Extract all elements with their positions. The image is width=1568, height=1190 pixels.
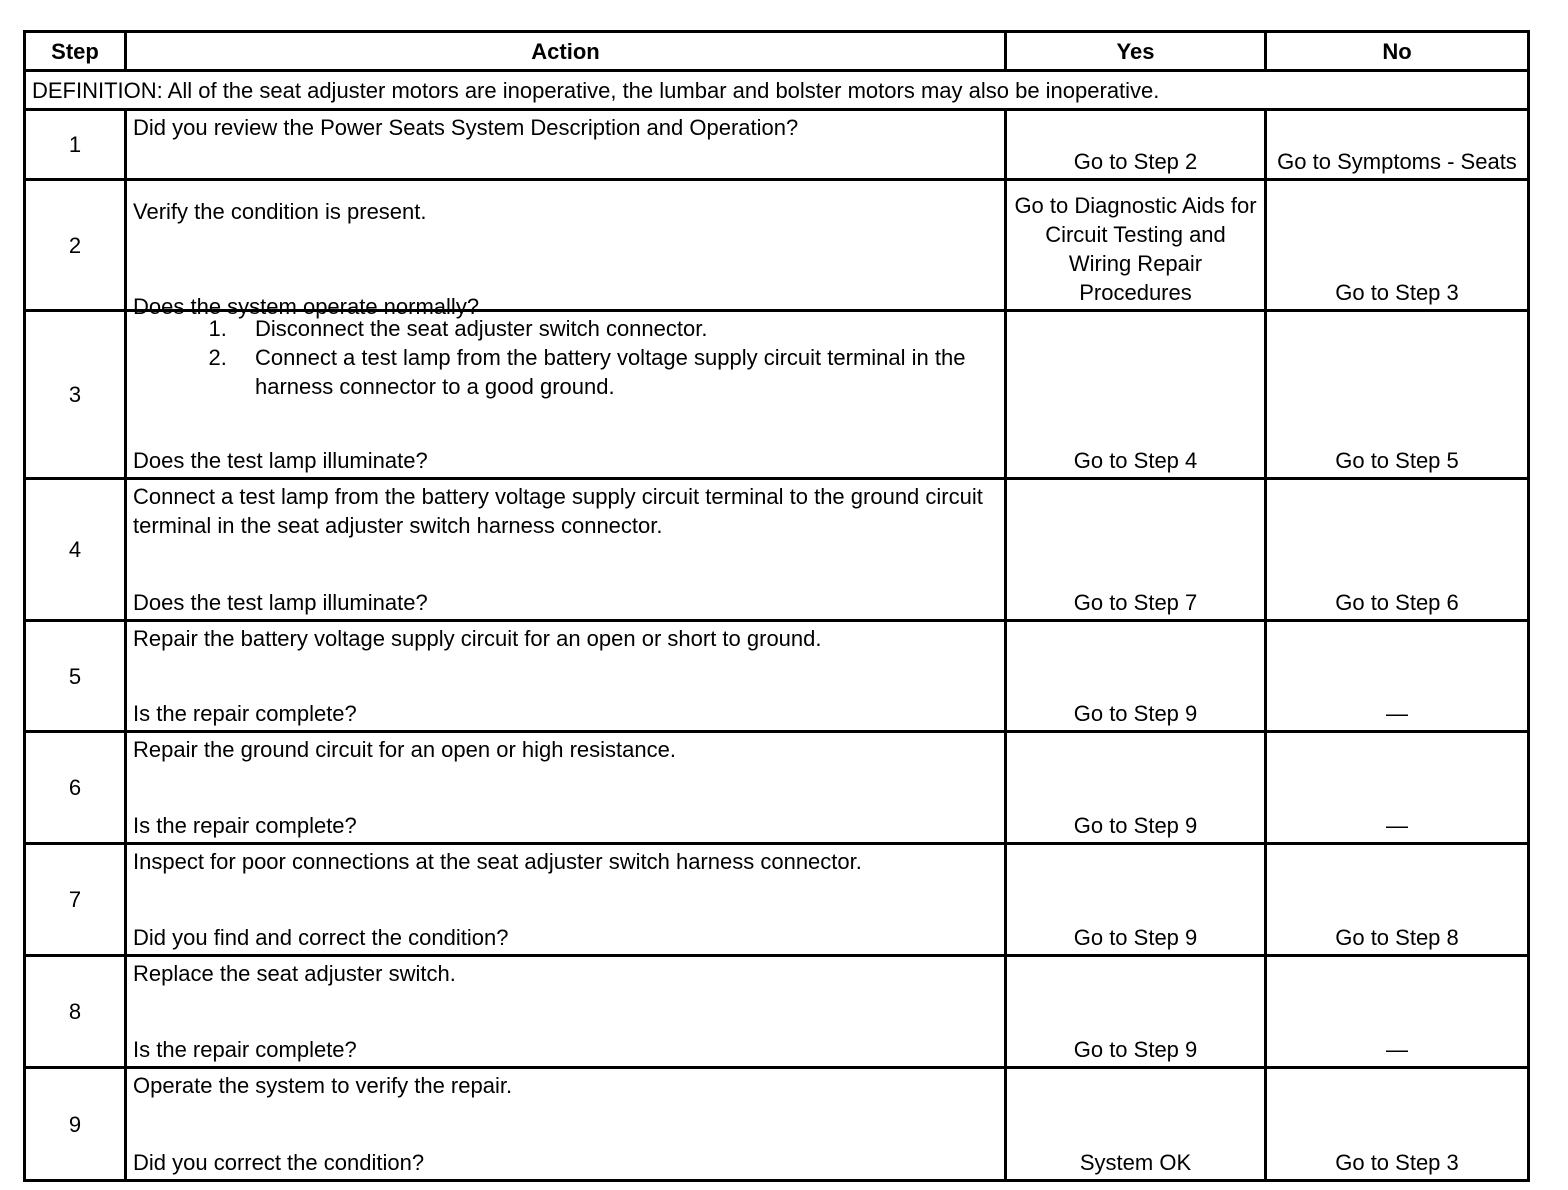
action-question: Does the system operate normally? xyxy=(133,294,480,319)
no-result: Go to Step 3 xyxy=(1266,180,1529,311)
table-row xyxy=(25,479,1529,621)
table-row xyxy=(25,1068,1529,1181)
header-yes: Yes xyxy=(1006,32,1266,71)
header-step: Step xyxy=(25,32,126,71)
yes-result: System OK xyxy=(1006,1068,1266,1181)
step-number: 3 xyxy=(25,311,126,479)
action-text: Repair the ground circuit for an open or high resistance. xyxy=(133,737,676,762)
step-number: 6 xyxy=(25,732,126,844)
yes-result: Go to Step 9 xyxy=(1006,956,1266,1068)
action-list xyxy=(133,314,998,401)
action-text: Repair the battery voltage supply circuit for an open or short to ground. xyxy=(133,626,822,651)
action-question: Does the test lamp illuminate? xyxy=(133,590,428,615)
step-number: 4 xyxy=(25,479,126,621)
action-text: Verify the condition is present. xyxy=(133,199,427,224)
header-action: Action xyxy=(126,32,1006,71)
action-question: Is the repair complete? xyxy=(133,701,357,726)
no-result: — xyxy=(1266,732,1529,844)
yes-result: Go to Step 4 xyxy=(1006,311,1266,479)
no-result: Go to Symptoms - Seats xyxy=(1266,110,1529,180)
table-row xyxy=(25,180,1529,311)
yes-result: Go to Step 9 xyxy=(1006,732,1266,844)
action-text: Inspect for poor connections at the seat adjuster switch harness connector. xyxy=(133,849,862,874)
action-text: Did you review the Power Seats System Description and Operation? xyxy=(126,110,1006,180)
yes-result: Go to Step 2 xyxy=(1006,110,1266,180)
table-row xyxy=(25,844,1529,956)
action-list-item: 1. Disconnect the seat adjuster switch connector. xyxy=(233,314,998,343)
step-number: 1 xyxy=(25,110,126,180)
action-question: Is the repair complete? xyxy=(133,1037,357,1062)
table-row xyxy=(25,732,1529,844)
table-row xyxy=(25,621,1529,732)
action-text: Operate the system to verify the repair. xyxy=(133,1073,513,1098)
step-number: 2 xyxy=(25,180,126,311)
header-no: No xyxy=(1266,32,1529,71)
step-number: 8 xyxy=(25,956,126,1068)
diagnostic-table xyxy=(23,30,1530,1182)
step-number: 7 xyxy=(25,844,126,956)
table-row xyxy=(25,956,1529,1068)
definition-row xyxy=(25,71,1529,110)
definition-text: DEFINITION: All of the seat adjuster motors are inoperative, the lumbar and bolster motors may also be inoperative. xyxy=(25,71,1529,110)
no-result: — xyxy=(1266,621,1529,732)
action-text: Replace the seat adjuster switch. xyxy=(133,961,456,986)
action-list-item: 2. Connect a test lamp from the battery voltage supply circuit terminal in the harness connector to a good ground. xyxy=(233,343,998,401)
table-row xyxy=(25,110,1529,180)
action-question: Did you correct the condition? xyxy=(133,1150,425,1175)
no-result: Go to Step 8 xyxy=(1266,844,1529,956)
yes-result: Go to Step 9 xyxy=(1006,844,1266,956)
header-row xyxy=(25,32,1529,71)
action-text: Connect a test lamp from the battery voltage supply circuit terminal to the ground circuit terminal in the seat adjuster switch harness connector. xyxy=(133,484,983,538)
no-result: — xyxy=(1266,956,1529,1068)
action-question: Is the repair complete? xyxy=(133,813,357,838)
no-result: Go to Step 5 xyxy=(1266,311,1529,479)
no-result: Go to Step 6 xyxy=(1266,479,1529,621)
step-number: 5 xyxy=(25,621,126,732)
no-result: Go to Step 3 xyxy=(1266,1068,1529,1181)
yes-result: Go to Step 9 xyxy=(1006,621,1266,732)
yes-result: Go to Step 7 xyxy=(1006,479,1266,621)
table-row xyxy=(25,311,1529,479)
step-number: 9 xyxy=(25,1068,126,1181)
action-question: Did you find and correct the condition? xyxy=(133,925,509,950)
yes-result: Go to Diagnostic Aids for Circuit Testing and Wiring Repair Procedures xyxy=(1006,180,1266,311)
action-question: Does the test lamp illuminate? xyxy=(133,448,428,473)
